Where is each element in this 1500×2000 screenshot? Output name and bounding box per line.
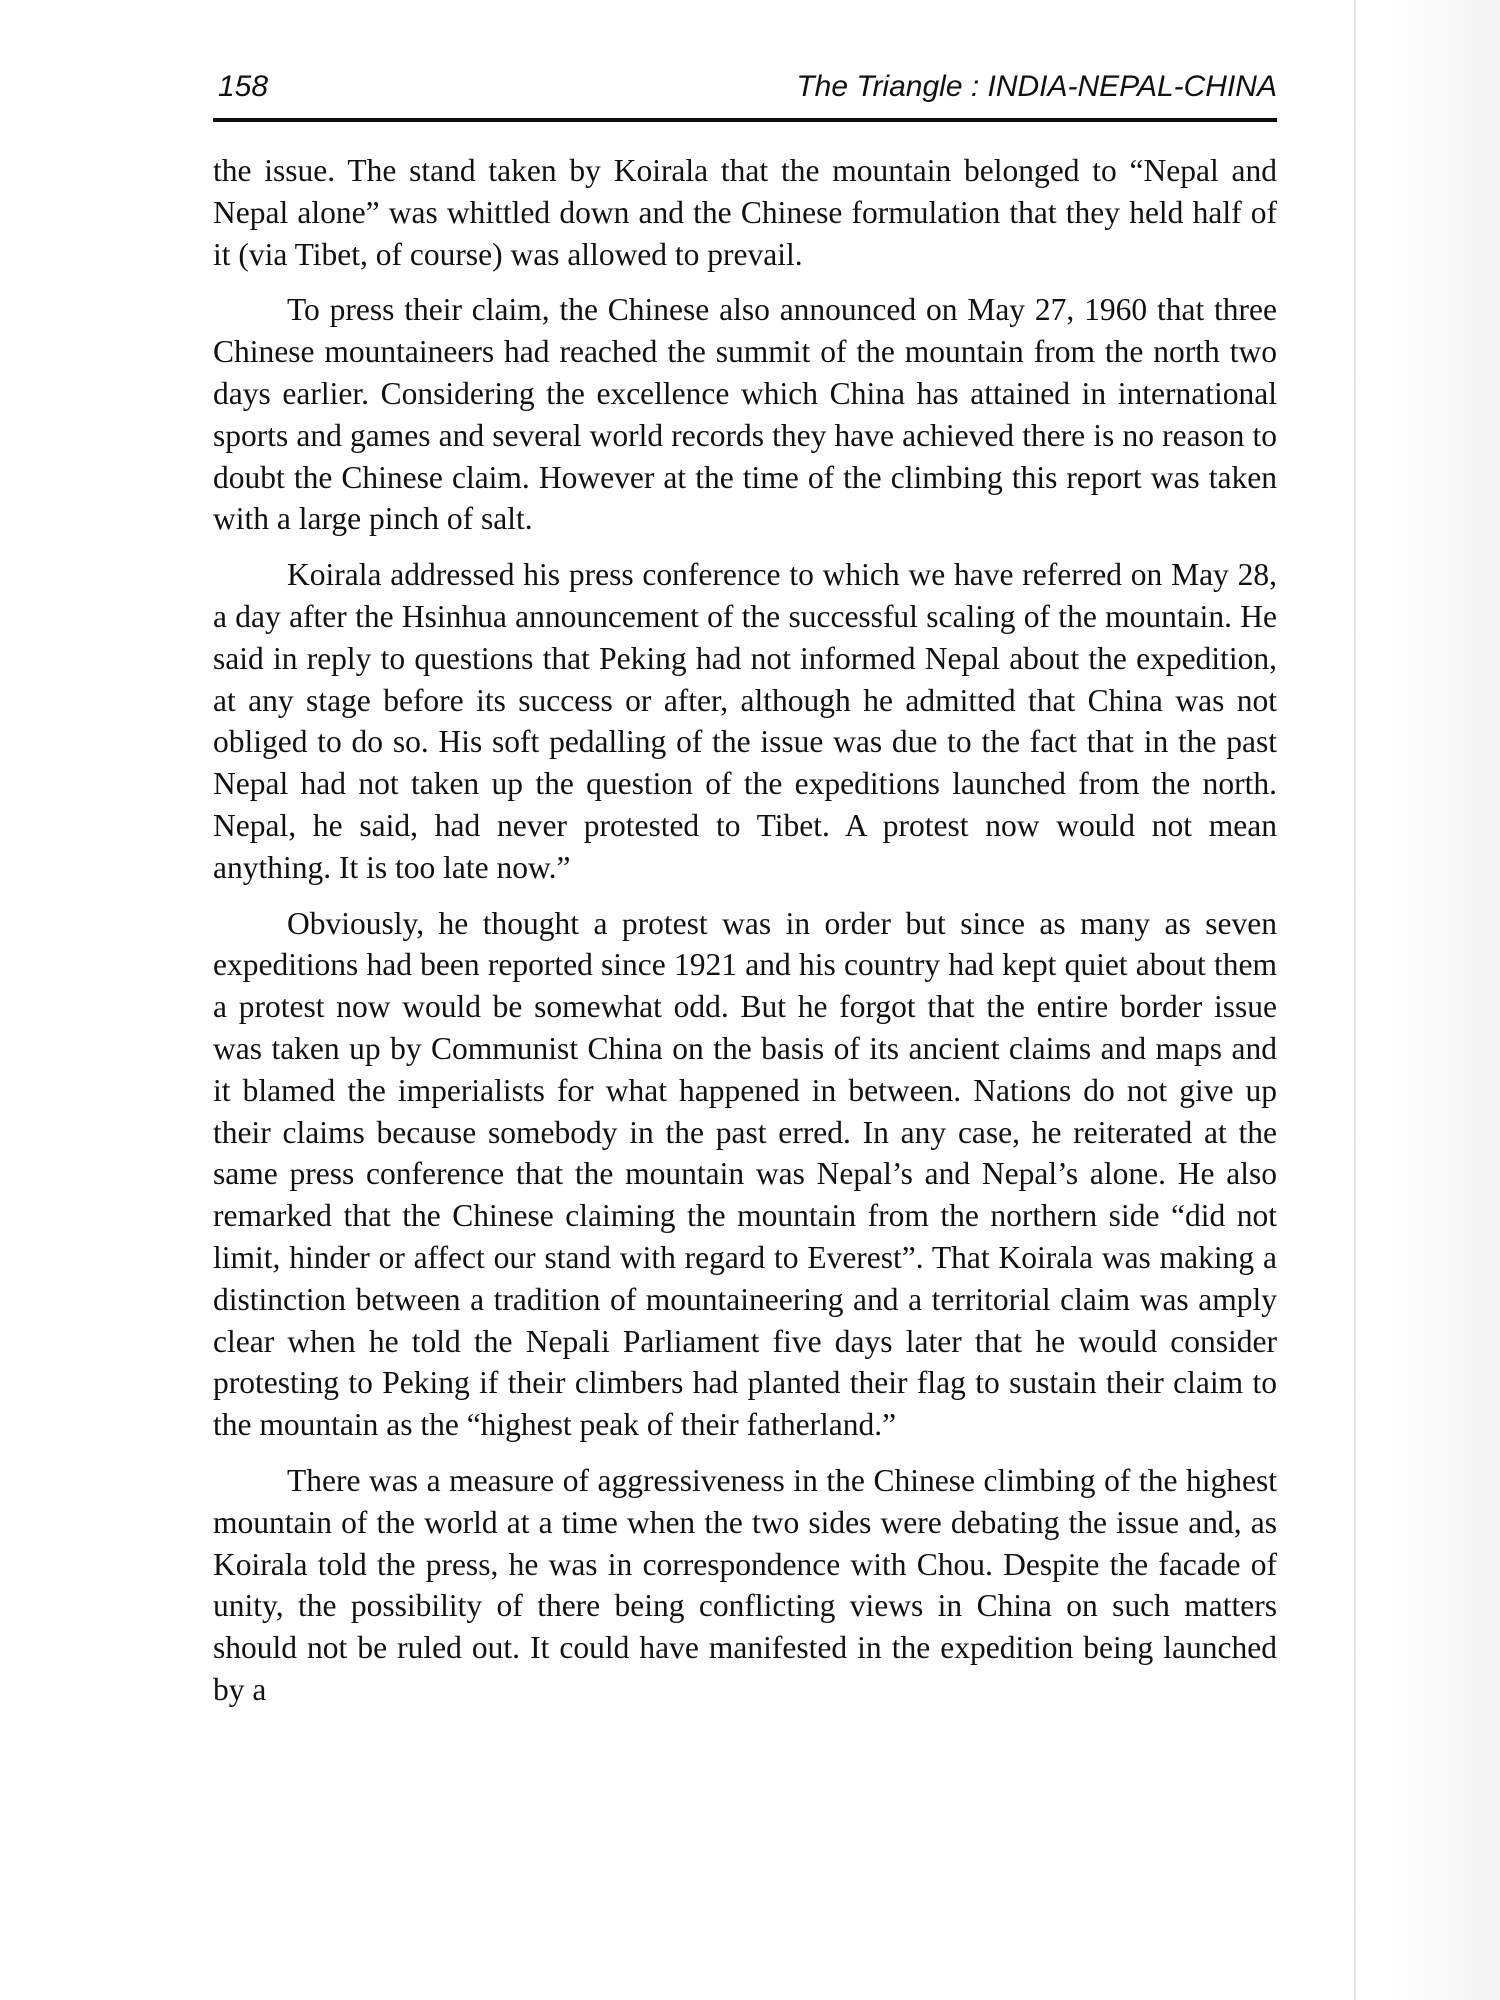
paragraph: the issue. The stand taken by Koirala that the mountain belonged to “Nepal and Nepal alone” was whittled down and the Chinese formulation that they held half of it (via Tibet, of course) was allowed to prevail. (213, 153, 1277, 272)
page-number: 158 (218, 70, 269, 103)
page-edge-line (1354, 0, 1356, 2000)
paragraph: Obviously, he thought a protest was in order but since as many as seven expeditions had been reported since 1921 and his country had kept quiet about them a protest now would be somewhat odd. But he forgot that the entire border issue was taken up by Communist China on the basis of its ancient claims and maps and it blamed the imperialists for what happened in between. Nations do not give up their claims because somebody in the past erred. In any case, he reiterated at the same press conference that the mountain was Nepal’s and Nepal’s alone. He also remarked that the Chinese claiming the mountain from the northern side “did not limit, hinder or affect our stand with regard to Everest”. That Koirala was making a distinction between a tradition of mountaineering and a territorial claim was amply clear when he told the Nepali Parliament five days later that he would consider protesting to Peking if their climbers had planted their flag to sustain their claim to the mountain as the “highest peak of their fatherland.” (213, 905, 1277, 1443)
running-title: The Triangle : INDIA-NEPAL-CHINA (796, 70, 1277, 103)
page-header (213, 62, 1277, 122)
paragraph: To press their claim, the Chinese also announced on May 27, 1960 that three Chinese mountaineers had reached the summit of the mountain from the north two days earlier. Considering the excellence which China has attained in international sports and games and several world records they have achieved there is no reason to doubt the Chinese claim. However at the time of the climbing this report was taken with a large pinch of salt. (213, 292, 1277, 537)
body-text (213, 150, 1277, 1725)
page-edge-shadow (1350, 0, 1500, 2000)
paragraph: Koirala addressed his press conference to which we have referred on May 28, a day after the Hsinhua announcement of the successful scaling of the mountain. He said in reply to questions that Peking had not informed Nepal about the expedition, at any stage before its success or after, although he admitted that China was not obliged to do so. His soft pedalling of the issue was due to the fact that in the past Nepal had not taken up the question of the expeditions launched from the north. Nepal, he said, had never protested to Tibet. A protest now would not mean anything. It is too late now.” (213, 557, 1277, 885)
paragraph: There was a measure of aggressiveness in the Chinese climbing of the highest mountain of the world at a time when the two sides were debating the issue and, as Koirala told the press, he was in correspondence with Chou. Despite the facade of unity, the possibility of there being conflicting views in China on such matters should not be ruled out. It could have manifested in the expedition being launched by a (213, 1462, 1277, 1707)
